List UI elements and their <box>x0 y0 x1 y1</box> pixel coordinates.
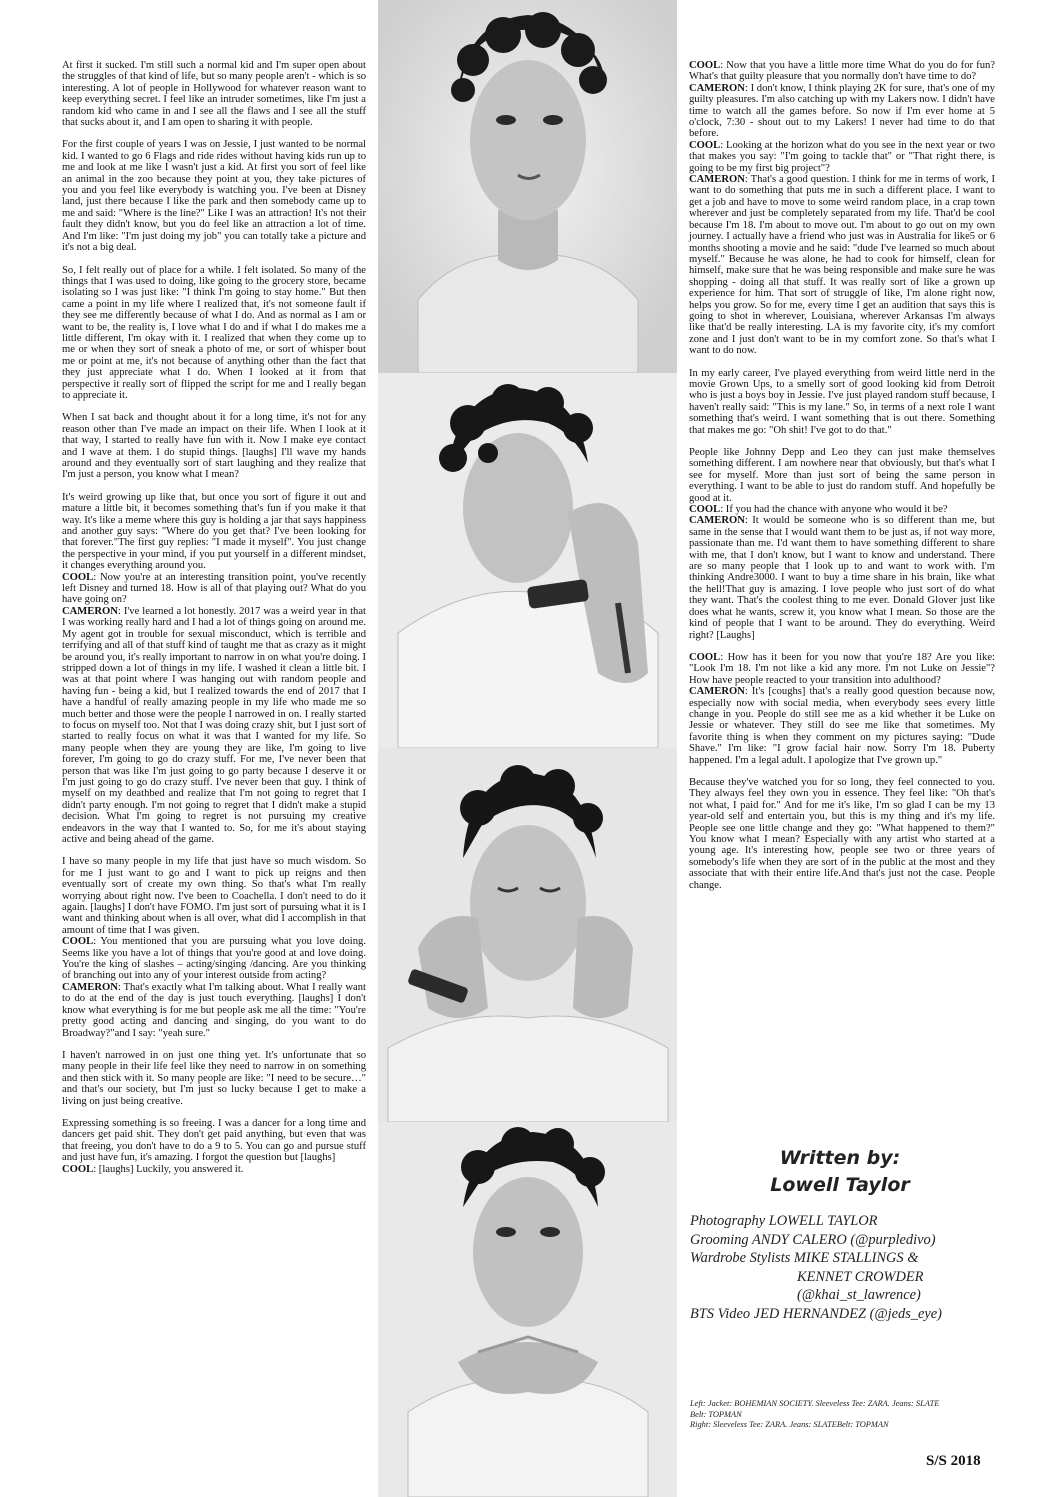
paragraph: Because they've watched you for so long, they feel connected to you. They always feel they own you in essence. They feel like: "Oh that's not what, I paid for." And for me it's like, I'm so glad I can be my 13 year-old self and entertain you, but this is my thing and it's my life. People see one little change and they go: "What happened to them?" You know what I mean? Especially with any artist who started at a young age. It's interesting how, people see two or three years of somebody's life when they are sort of in the public at the most and they associate that with their entire life.And that's just not the case. People change. <box>689 776 995 891</box>
speaker-label: COOL <box>62 936 94 948</box>
paragraph: In my early career, I've played everything from weird little nerd in the movie Grown Ups, to a smelly sort of good looking kid from Detroit who is just a boys boy in Jessie. I've just played random stuff because, I haven't really said: "This is my lane." So, in terms of a next role I want something that's weird. I want something that is out there. Something that makes me go: "Oh shit! I've got to do that." <box>689 367 995 436</box>
interview-question: COOL: [laughs] Luckily, you answered it. <box>62 1163 244 1175</box>
interview-question: COOL: Now that you have a little more time What do you do for fun? What's that guilty pleasure that you normally don't have time to do? <box>689 60 995 83</box>
interview-question: COOL: You mentioned that you are pursuing what you love doing. Seems like you have a lot of things that you're good at and love doing. You're the king of slashes – acting/singing /dancing. Are you thinking of branching out into any of your interest outside from acting? <box>62 936 366 982</box>
article-right-column <box>689 60 995 902</box>
speaker-label: COOL <box>689 60 721 71</box>
speaker-label: COOL <box>689 651 721 663</box>
portrait-photo-3 <box>378 748 677 1122</box>
portrait-photo-4 <box>378 1122 677 1497</box>
interview-answer: CAMERON: That's a good question. I think for me in terms of work, I want to do something that puts me in such a different place. I want to get a job and have to move to some weird random place, in a crap town wherever and just be completely separated from my life. That'd be cool because I'm 18. I'm about to move out. I'm about to go out on my own journey. I actually have a friend who just was in Australia for like5 or 6 months shooting a movie and he said: "dude I've learned so much about myself." Because he was alone, he had to cook for himself, clean for himself, make sure that he was being responsible and make sure he was shopping - doing all that stuff. It was really sort of like a grown up experience for him. That sort of struggle of like, I'm alone right now, helps you grow. So for me, every time I get an audition that says this is going to shot in wherever, Louisiana, wherever Arkansas I'm always like that'd be really interesting. LA is my favorite city, it's my comfort zone and I just don't want to be in my comfort zone. So that's what I want to do now. <box>689 174 995 357</box>
byline-author: Lowell Taylor <box>770 1174 910 1196</box>
interview-question: COOL: If you had the chance with anyone who would it be? <box>689 504 948 516</box>
credit-line: KENNET CROWDER <box>797 1268 924 1285</box>
paragraph: I haven't narrowed in on just one thing yet. It's unfortunate that so many people in their life feel like they need to narrow in on something and then stick with it. So many people are like: "I need to be secure…" and that's our society, but I'm just so lucky because I get to make a living on just being creative. <box>62 1049 366 1107</box>
interview-answer: CAMERON: I've learned a lot honestly. 2017 was a weird year in that I was working really hard and I had a lot of things going on around me. My agent got in trouble for sexual misconduct, which is terrible and terrifying and all of that stuff kind of taught me that as crazy as it might be around you, it's really important to narrow in on what you're doing. I stripped down a lot of things in my life. I washed it clean a little bit. I was at that point where I was hanging out with random people and having fun - being a kid, but I realized towards the end of 2017 that I have a handful of really amazing people in my life who made me so much better and those were the people I narrowed in on. I really started to focus on myself too. Not that I was doing crazy shit, but I just sort of started to really focus on what it was that I wanted for my life. So many people when they are young they are like, I'm going to live forever, I'm going to go do crazy stuff. For me, I've never been that person that was like I'm just going to go party because I deserve it or I'm just going to go do crazy stuff. I've never been that guy. I think of myself on my deathbed and realize that I'm not going to regret that I didn't party enough. I'm not going to regret that I didn't make a stupid decision. What I'm going to regret is not pursuing my creative endeavors in the way that I wanted to. So, for me it's about staying active and being ahead of the game. <box>62 605 366 845</box>
issue-label: S/S 2018 <box>926 1453 981 1469</box>
byline-label: Written by: <box>779 1147 901 1169</box>
speaker-label: CAMERON <box>689 174 745 186</box>
wardrobe-line: Left: Jacket: BOHEMIAN SOCIETY. Sleeveless Tee: ZARA. Jeans: SLATE <box>690 1399 940 1408</box>
speaker-label: CAMERON <box>689 686 745 698</box>
wardrobe-line: Belt: TOPMAN <box>690 1409 742 1419</box>
credit-line: (@khai_st_lawrence) <box>797 1287 921 1303</box>
photo-credits <box>690 1212 1010 1323</box>
interview-answer: CAMERON: It's [coughs] that's a really good question because now, especially now with social media, when everybody sees every little change in you. People do still see me as a kid whether it be Luke on Jessie or whatever. They still do see me like that sometimes. My favorite thing is when they comment on my pictures saying: "Dude Shave." I'm like: "I grow facial hair now. Sorry I'm 18. Puberty happened. I'm a legal adult. I apologize that I've grown up." <box>689 686 995 766</box>
portrait-photo-2 <box>378 373 677 748</box>
wardrobe-line: Right: Sleeveless Tee: ZARA. Jeans: SLATEBelt: TOPMAN <box>690 1420 889 1429</box>
credit-line: Grooming ANDY CALERO (@purpledivo) <box>690 1231 936 1248</box>
paragraph: Expressing something is so freeing. I was a dancer for a long time and dancers get paid shit. They don't get paid anything, but even that was that freeing, you don't have to do a 9 to 5. You can go and pursue stuff and just have fun, it's amazing. I forgot the question but [laughs] <box>62 1117 366 1164</box>
interview-answer: CAMERON: It would be someone who is so different than me, but same in the sense that I would want them to be just as, if not way more, passionate than me. I'd want them to have something different to share with me, that I don't know, but I want to know and understand. There are so many people that I look up to and want to work with. I'm thinking Andre3000. I want to buy a time share in his brain, like what the hell!That guy is amazing. I love people who just sort of do what they want. That's the coolest thing to me ever. Donald Glover just like does what he wants, screw it, you know what I mean. So those are the kind of people that I want to be around. They do everything. Weird right? [Laughs] <box>689 515 995 641</box>
speaker-label: COOL <box>689 139 721 151</box>
photo-strip <box>378 0 677 1497</box>
speaker-label: COOL <box>689 504 721 516</box>
paragraph: For the first couple of years I was on Jessie, I just wanted to be normal kid. I wanted to go 6 Flags and ride rides without having kids run up to me and look at me like I wasn't just a kid. At first you sort of feel like an animal in the zoo because they point at you, they take pictures of you and you feel like everybody is watching you. I've been at Disney land, just there because I like the park and then somebody came up to me and said: "Where is the line?" Like I was an attraction! It's not their fault they didn't know, but you do feel like an attraction a lot of time. And I'm like: "I'm just doing my job" you can totally take a picture and it's not a big deal. <box>62 139 366 254</box>
speaker-label: CAMERON <box>689 515 745 527</box>
paragraph: When I sat back and thought about it for a long time, it's not for any reason other than I've made an impact on their life. When I look at it that way, I started to really have fun with it. Now I make eye contact and I wave at them. I do stupid things. [laughs] I'll wave my hands around and they eventually sort of start laughing and they realize that I'm just a person, you know what I mean? <box>62 412 366 481</box>
speaker-label: COOL <box>62 1163 94 1175</box>
interview-answer: CAMERON: That's exactly what I'm talking about. What I really want to do at the end of the day is just touch everything. [laughs] I don't know what everything is for me but people ask me all the time: "You're pretty good acting and dancing and singing, do you want to do Broadway?"and I say: "yeah sure." <box>62 981 366 1039</box>
paragraph: People like Johnny Depp and Leo they can just make themselves something different. I am nowhere near that obviously, but that's what I see for myself. More than just sort of being the same person in everything. I want to be able to just do random stuff. And hopefully be good at it. <box>689 447 995 504</box>
article-left-column <box>62 60 366 1175</box>
credit-line: BTS Video JED HERNANDEZ (@jeds_eye) <box>690 1305 942 1322</box>
portrait-photo-1 <box>378 0 677 373</box>
credit-line: Wardrobe Stylists MIKE STALLINGS & <box>690 1250 919 1266</box>
paragraph: I have so many people in my life that just have so much wisdom. So for me I just want to go and I want to pick up reigns and then eventually sort of create my own thing. So that's what I'm really worrying about right now. I've been to Coachella. I don't need to do it again. [laughs] I don't have FOMO. I'm just sort of pursuing what it is I want and thinking about when is all over, what did I accomplish in that amount of time that I was given. <box>62 856 366 936</box>
speaker-label: CAMERON <box>62 981 118 993</box>
byline <box>690 1145 990 1199</box>
paragraph: So, I felt really out of place for a while. I felt isolated. So many of the things that I was used to doing, like going to the grocery store, became isolating so I was just like: "I think I'm going to stay home." But then came a point in my life where I realized that, it's not someone fault if they see me differently because of what I do. And as normal as I am or want to be, the reality is, I love what I do and if what I do makes me a little different, I'm okay with it. I realized that when they come up to me or when they sort of sneak a photo of me, or sort of whisper bout me or point at me, it's not because of anything other than the fact that they just appreciate what I do. When I looked at it from that perspective it really sort of flipped the script for me and I really began to appreciate it. <box>62 264 366 401</box>
interview-question: COOL: How has it been for you now that you're 18? Are you like: "Look I'm 18. I'm not like a kid any more. I'm not Luke on Jessie"? How have people reacted to your transition into adulthood? <box>689 651 995 686</box>
paragraph: At first it sucked. I'm still such a normal kid and I'm super open about the struggles of that kind of life, but so many people aren't - which is so interesting. A lot of people in Hollywood for whatever reason want to keep everything secret. I feel like an intruder sometimes, like I'm just a random kid who came in and I see all the flaws and I see all the stuff that sucks about it, and I am open to sharing it with people. <box>62 60 366 129</box>
credit-line: Photography LOWELL TAYLOR <box>690 1213 878 1229</box>
speaker-label: CAMERON <box>689 82 745 94</box>
interview-answer: CAMERON: I don't know, I think playing 2K for sure, that's one of my guilty pleasures. I'm also catching up with my Lakers now. I didn't have time to watch all the games before. So now if I'm ever home at 5 o'clock, 7:30 - shout out to my Lakers! I never had time to do that before. <box>689 82 995 140</box>
paragraph: It's weird growing up like that, but once you sort of figure it out and mature a little bit, it becomes something that's fun if you make it that way. It's like a meme where this guy is holding a jar that says happiness and another guy says: "Where do you get that? I've been looking for that forever."The first guy replies: "I made it myself". You just change the perspective in your mind, if you put yourself in a different mindset, it changes everything around you. <box>62 491 366 572</box>
wardrobe-credits <box>690 1399 1000 1431</box>
interview-question: COOL: Now you're at an interesting transition point, you've recently left Disney and turned 18. How is all of that playing out? What do you have going on? <box>62 571 366 606</box>
interview-question: COOL: Looking at the horizon what do you see in the next year or two that makes you say: "I'm going to tackle that" or "That right there, is going to be my first big project"? <box>689 139 995 174</box>
speaker-label: CAMERON <box>62 605 118 617</box>
speaker-label: COOL <box>62 571 94 583</box>
